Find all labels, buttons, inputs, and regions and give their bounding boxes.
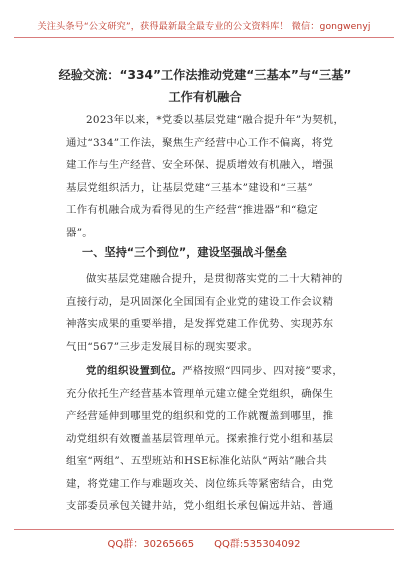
text-line: 充分依托生产经营基本管理单元建立健全党组织，确保生	[66, 387, 334, 400]
section-heading: 一、坚持“三个到位”，建设坚强战斗堡垒	[82, 246, 287, 259]
intro-paragraph	[66, 109, 356, 244]
text-line: 建，将党建工作与难题攻关、岗位练兵等紧密结合，由党	[66, 477, 334, 490]
text-line: 通过“334”工作法，聚焦生产经营中心工作不偏离，将党	[66, 136, 334, 149]
document-title-line-1: 经验交流：“334”工作法推动党建“三基本”与“三基”	[58, 68, 352, 82]
text-line: 2023年以来，*党委以基层党建“融合提升年”为契机，	[86, 114, 345, 126]
footer-qq-group-1: QQ群：30265665	[107, 539, 195, 550]
text-line: 直接行动，是巩固深化全国国有企业党的建设工作会议精	[66, 295, 334, 308]
paragraph-lead-rest: 严格按照“四同步、四对接”要求，	[182, 365, 344, 377]
text-line: 支部委员承包关键井站，党小组组长承包偏远井站、普通	[66, 500, 334, 512]
text-line: 器”。	[66, 226, 93, 239]
text-line: 组室“两组”、五型班站和HSE标准化站队“两站”融合共	[66, 455, 327, 467]
document-title-line-2: 工作有机融合	[168, 90, 242, 104]
text-line: 基层党组织活力，让基层党建“三基本”建设和“三基”	[66, 181, 313, 194]
text-line	[66, 360, 356, 383]
section-paragraph-1	[66, 268, 356, 358]
text-line: 神落实成果的重要举措，是发挥党建工作优势、实现苏东	[66, 318, 334, 330]
section-paragraph-2	[66, 360, 356, 518]
text-line: 产经营延伸到哪里党的组织和党的工作就覆盖到哪里，推	[66, 410, 334, 422]
text-line: 气田“567”三步走发展目标的现实要求。	[66, 340, 259, 353]
text-line: 工作有机融合成为看得见的生产经营“推进器”和“稳定	[66, 204, 319, 216]
text-line: 动党组织有效覆盖基层管理单元。探索推行党小组和基层	[66, 432, 334, 445]
text-line: 做实基层党建融合提升，是贯彻落实党的二十大精神的	[86, 273, 343, 285]
header-banner: 关注头条号“公文研究”，获得最新最全最专业的公文资料库！ 微信：gongwenyj	[14, 18, 394, 38]
text-line: 建工作与生产经营、安全环保、提质增效有机融入，增强	[66, 159, 334, 171]
paragraph-lead: 党的组织设置到位。	[86, 365, 183, 377]
footer-banner	[14, 529, 394, 550]
footer-qq-group-2: QQ群:535304092	[214, 539, 301, 550]
